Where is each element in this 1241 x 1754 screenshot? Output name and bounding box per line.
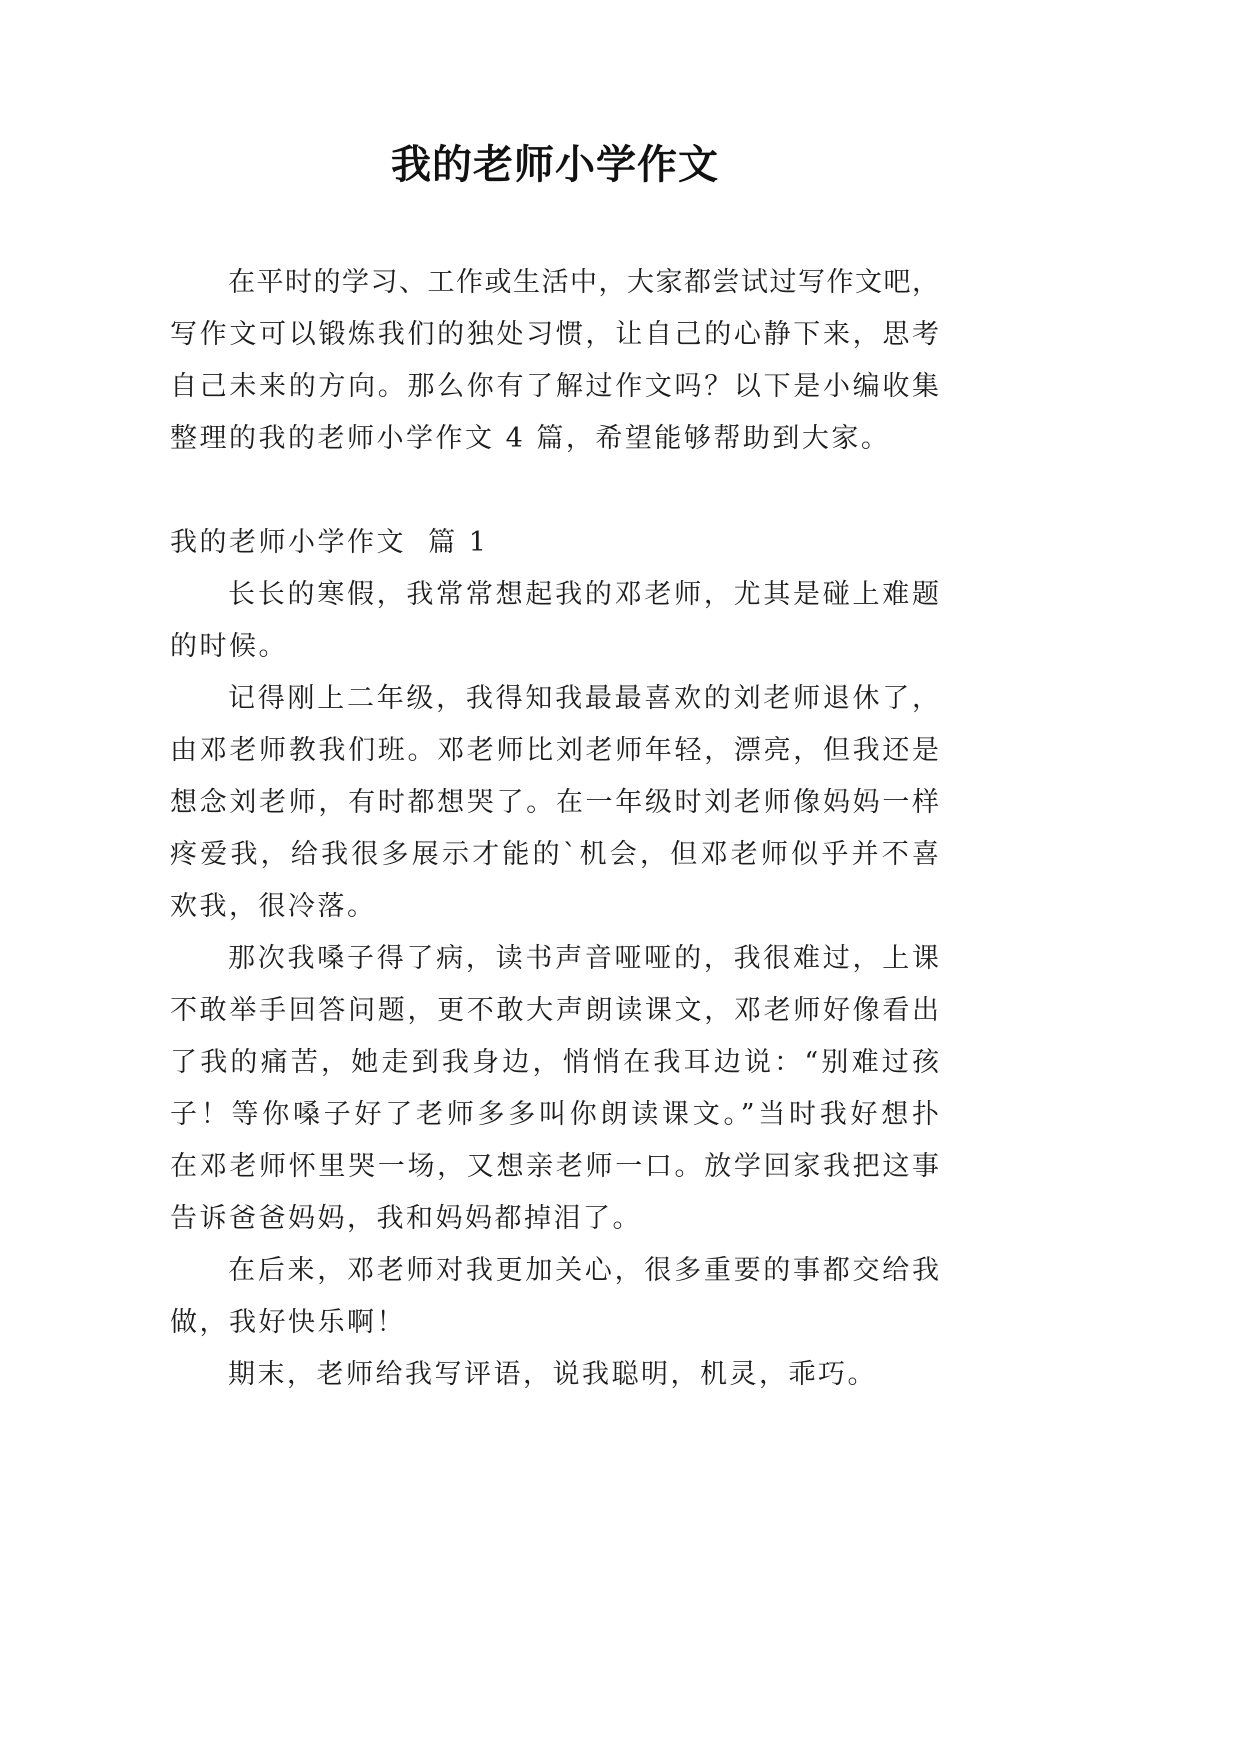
text-line: 欢我，很冷落。: [170, 891, 377, 922]
text-line: 的时候。: [170, 631, 288, 662]
text-line: 在邓老师怀里哭一场，又想亲老师一口。放学回家我把这事: [170, 1151, 940, 1182]
blank-line: [170, 465, 940, 517]
text-line: 长长的寒假，我常常想起我的邓老师，尤其是碰上难题: [228, 579, 940, 610]
body-paragraph: [170, 673, 940, 933]
text-line: 那次我嗓子得了病，读书声音哑哑的，我很难过，上课: [228, 943, 940, 974]
text-line: 了我的痛苦，她走到我身边，悄悄在我耳边说：“别难过孩: [170, 1047, 940, 1078]
text-line: 疼爱我，给我很多展示才能的`机会，但邓老师似乎并不喜: [170, 839, 940, 870]
text-line: 在后来，邓老师对我更加关心，很多重要的事都交给我: [228, 1255, 940, 1286]
body-paragraph: [170, 1349, 940, 1401]
text-line: 子！等你嗓子好了老师多多叫你朗读课文。”当时我好想扑: [170, 1099, 940, 1130]
body-paragraph: [170, 933, 940, 1245]
text-line: 写作文可以锻炼我们的独处习惯，让自己的心静下来，思考: [170, 319, 940, 350]
text-line: 想念刘老师，有时都想哭了。在一年级时刘老师像妈妈一样: [170, 787, 940, 818]
body-paragraph: [170, 569, 940, 673]
section-heading: 我的老师小学作文 篇 1: [170, 527, 489, 558]
text-line: 记得刚上二年级，我得知我最最喜欢的刘老师退休了，: [228, 683, 940, 714]
document-body: [170, 257, 940, 1401]
text-line: 在平时的学习、工作或生活中，大家都尝试过写作文吧，: [228, 267, 940, 298]
text-line: 自己未来的方向。那么你有了解过作文吗？以下是小编收集: [170, 371, 940, 402]
text-line: 做，我好快乐啊！: [170, 1307, 406, 1338]
document-title: 我的老师小学作文: [391, 141, 719, 188]
body-paragraph: [170, 1245, 940, 1349]
text-line: 由邓老师教我们班。邓老师比刘老师年轻，漂亮，但我还是: [170, 735, 940, 766]
text-line: 告诉爸爸妈妈，我和妈妈都掉泪了。: [170, 1203, 642, 1234]
intro-paragraph: [170, 257, 940, 465]
text-line: 整理的我的老师小学作文 4 篇，希望能够帮助到大家。: [170, 423, 891, 454]
text-line: 期末，老师给我写评语，说我聪明，机灵，乖巧。: [228, 1359, 877, 1390]
text-line: 不敢举手回答问题，更不敢大声朗读课文，邓老师好像看出: [170, 995, 940, 1026]
